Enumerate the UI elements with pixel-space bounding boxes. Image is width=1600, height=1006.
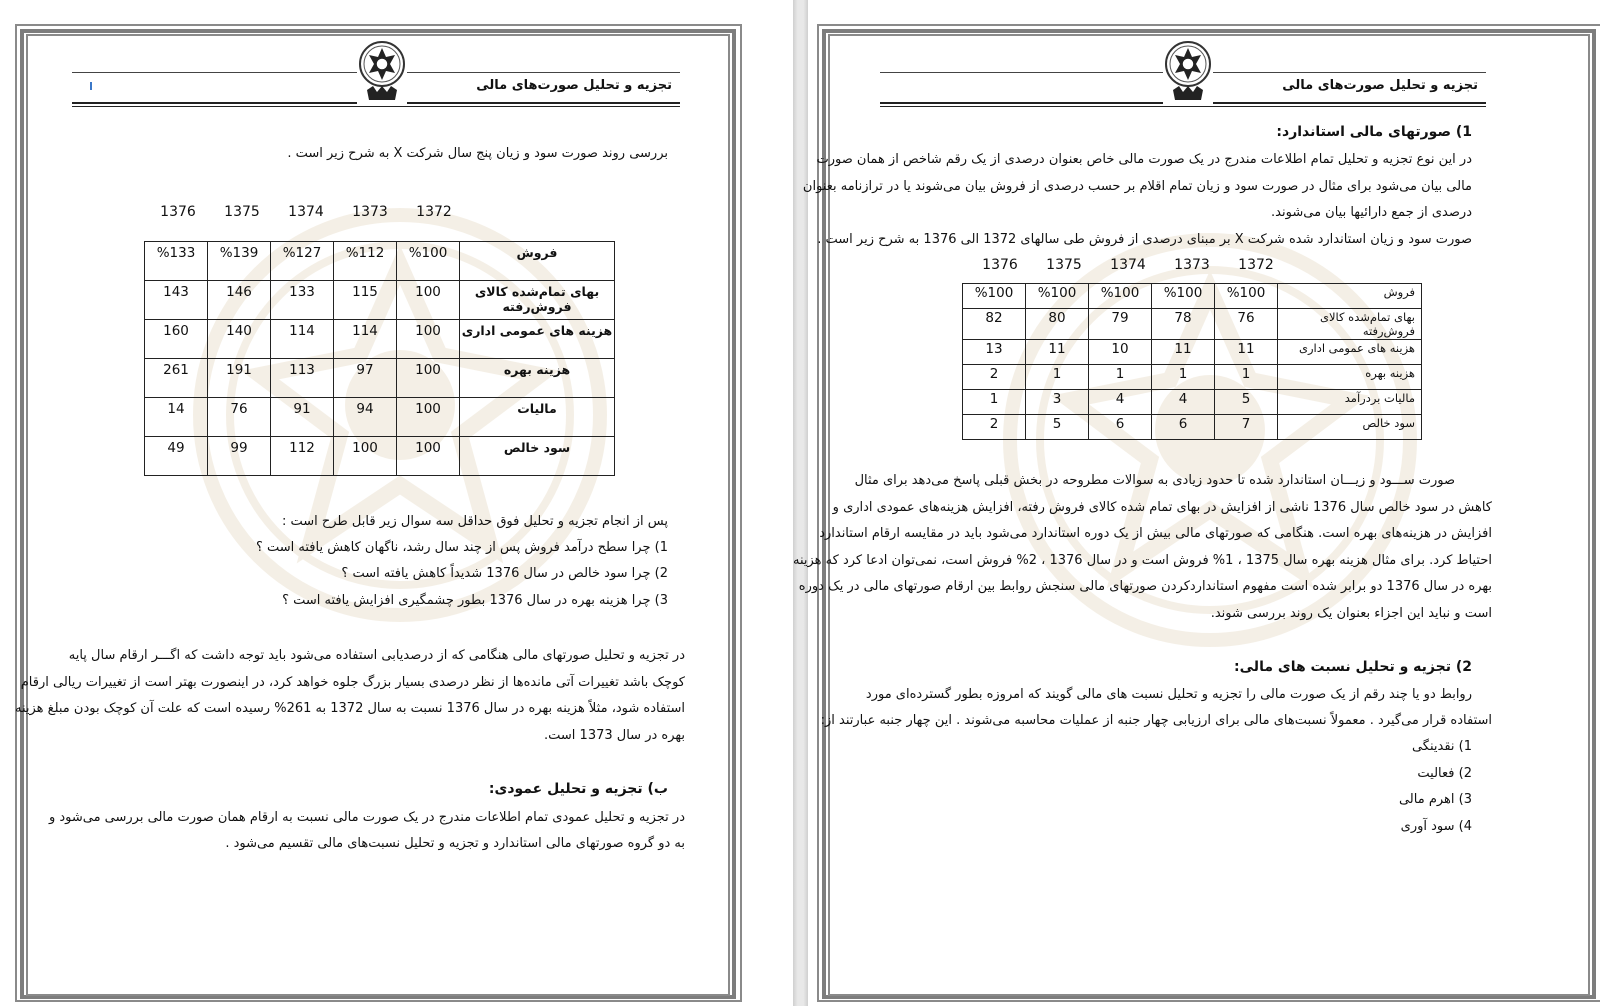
paragraph-line: استفاده شود، مثلاً هزینه بهره در سال 1376 نسبت به سال 1372 به 261% رسیده است که علت آن کوچک بودن مبلغ هزینه [14, 701, 685, 716]
table-cell: %100 [1026, 284, 1089, 309]
page-header [880, 40, 1486, 110]
paragraph-line: درصدی از جمع دارائیها بیان می‌شوند. [1271, 205, 1472, 220]
table-cell: 11 [1215, 340, 1278, 365]
paragraph-line: در این نوع تجزیه و تحلیل تمام اطلاعات مندرج در یک صورت مالی خاص بعنوان درصدی از یک رقم شاخص از همان صورت [816, 152, 1472, 167]
table-cell: 79 [1089, 309, 1152, 340]
year-label: 1375 [1046, 257, 1082, 273]
table-cell: 97 [334, 359, 397, 398]
table-cell: 11 [1152, 340, 1215, 365]
table-cell: 14 [145, 398, 208, 437]
table-cell: 160 [145, 320, 208, 359]
table-cell: 100 [334, 437, 397, 476]
table-cell: 5 [1026, 415, 1089, 440]
table-cell: 94 [334, 398, 397, 437]
table-cell: 100 [397, 281, 460, 320]
table-cell: 143 [145, 281, 208, 320]
table-cell: 261 [145, 359, 208, 398]
table-row [145, 320, 615, 359]
table-cell: 91 [271, 398, 334, 437]
row-label: مالیات بردرآمد [1278, 390, 1422, 415]
emblem-logo-icon [1163, 40, 1213, 106]
table-cell: %100 [1215, 284, 1278, 309]
emblem-logo-icon [357, 40, 407, 106]
table-cell: 82 [963, 309, 1026, 340]
header-title: تجزیه و تحلیل صورت‌های مالی [1282, 78, 1478, 93]
table-cell: %139 [208, 242, 271, 281]
year-label: 1375 [224, 204, 260, 220]
paragraph-line: صورت سود و زیان استاندارد شده شرکت X بر مبنای درصدی از فروش طی سالهای 1372 الی 1376 به شرح زیر است . [817, 232, 1472, 247]
table-cell: 10 [1089, 340, 1152, 365]
table-cell: %100 [397, 242, 460, 281]
row-label: مالیات [460, 398, 615, 437]
paragraph-line: احتیاط کرد. برای مثال هزینه بهره سال 1375 ، 1% فروش است و در سال 1376 ، 2% فروش است، نمی‌توان ادعا کرد که هزینه [793, 553, 1492, 568]
questions-intro: پس از انجام تجزیه و تحلیل فوق حداقل سه سوال زیر قابل طرح است : [281, 514, 668, 529]
paragraph-line: استفاده قرار می‌گیرد . معمولاً نسبت‌های مالی برای ارزیابی چهار جنبه از عملیات محاسبه می‌شوند . این چهار جنبه عبارتند از: [820, 713, 1492, 728]
year-label: 1372 [1238, 257, 1274, 273]
table-cell: 100 [397, 398, 460, 437]
table-cell: 2 [963, 365, 1026, 390]
row-label: هزینه بهره [460, 359, 615, 398]
year-header-row [968, 257, 1288, 273]
table-cell: 2 [963, 415, 1026, 440]
table-cell: 100 [397, 359, 460, 398]
table-cell: 7 [1215, 415, 1278, 440]
table-cell: %112 [334, 242, 397, 281]
year-label: 1376 [982, 257, 1018, 273]
year-label: 1374 [1110, 257, 1146, 273]
table-cell: %100 [963, 284, 1026, 309]
table-cell: 1 [1215, 365, 1278, 390]
row-label: هزینه بهره [1278, 365, 1422, 390]
paragraph-line: صورت ســـود و زیـــان استاندارد شده تا حدود زیادی به سوالات مطروحه در بخش قبلی پاسخ می‌دهد برای مثال [854, 473, 1455, 488]
aspect-item: 4) سود آوری [1400, 819, 1472, 834]
table-cell: 191 [208, 359, 271, 398]
standardized-table [962, 283, 1422, 440]
row-label: هزینه های عمومی اداری [460, 320, 615, 359]
table-cell: 99 [208, 437, 271, 476]
row-label: سود خالص [460, 437, 615, 476]
table-cell: 49 [145, 437, 208, 476]
table-row [963, 284, 1422, 309]
year-label: 1373 [352, 204, 388, 220]
table-cell: 114 [334, 320, 397, 359]
table-cell: 146 [208, 281, 271, 320]
aspect-item: 2) فعالیت [1417, 766, 1472, 781]
table-cell: 4 [1152, 390, 1215, 415]
table-cell: 1 [1089, 365, 1152, 390]
table-cell: %100 [1152, 284, 1215, 309]
table-cell: 6 [1089, 415, 1152, 440]
paragraph-line: در تجزیه و تحلیل صورتهای مالی هنگامی که از درصدیابی استفاده می‌شود باید توجه داشت که اگـــر ارقام سال پایه [68, 648, 685, 663]
table-cell: 133 [271, 281, 334, 320]
row-label: فروش [1278, 284, 1422, 309]
table-row [963, 309, 1422, 340]
table-cell: 76 [1215, 309, 1278, 340]
table-cell: 4 [1089, 390, 1152, 415]
paragraph-line: بهره در سال 1376 دو برابر شده است مفهوم استانداردکردن صورتهای مالی سنجش روابط بین ارقام صورتهای مالی در یک دوره [798, 579, 1492, 594]
table-row [963, 365, 1422, 390]
table-cell: %100 [1089, 284, 1152, 309]
aspect-item: 3) اهرم مالی [1398, 792, 1472, 807]
page-separator [793, 0, 808, 1006]
table-cell: 11 [1026, 340, 1089, 365]
table-cell: 113 [271, 359, 334, 398]
section-heading-vertical-analysis: ب) تجزیه و تحلیل عمودی: [488, 781, 668, 797]
table-row [963, 340, 1422, 365]
row-label: بهای تمام‌شده کالای فروش‌رفته [460, 281, 615, 320]
paragraph-line: کاهش در سود خالص سال 1376 ناشی از افزایش در بهای تمام شده کالای فروش رفته، افزایش هزینه‌های عمودی اداری و [832, 500, 1492, 515]
row-label: سود خالص [1278, 415, 1422, 440]
question-item: 2) چرا سود خالص در سال 1376 شدیداً کاهش یافته است ؟ [341, 566, 668, 581]
row-label: بهای تمام‌شده کالای فروش‌رفته [1278, 309, 1422, 340]
heading-ratio-analysis: 2) تجزیه و تحلیل نسبت های مالی: [1234, 659, 1472, 675]
paragraph-line: مالی بیان می‌شود برای مثال در صورت سود و زیان تمام اقلام بر حسب درصدی از فروش بیان می‌شوند یا در ترازنامه بعنوان [802, 179, 1472, 194]
section-line: به دو گروه صورتهای مالی استاندارد و تجزیه و تحلیل نسبت‌های مالی تقسیم می‌شود . [225, 836, 685, 851]
header-title: تجزیه و تحلیل صورت‌های مالی [476, 78, 672, 93]
row-label: فروش [460, 242, 615, 281]
document-page-right [793, 0, 1600, 1006]
cursor-mark [90, 82, 92, 90]
section-line: در تجزیه و تحلیل عمودی تمام اطلاعات مندرج در یک صورت مالی نسبت به ارقام همان صورت مالی بررسی می‌شود و [48, 810, 685, 825]
paragraph-line: روابط دو یا چند رقم از یک صورت مالی را تجزیه و تحلیل نسبت های مالی گویند که امروزه بطور گسترده‌ای مورد [865, 687, 1472, 702]
table-cell: 78 [1152, 309, 1215, 340]
trend-table [144, 241, 615, 476]
table-cell: %133 [145, 242, 208, 281]
year-label: 1374 [288, 204, 324, 220]
paragraph-line: بهره در سال 1373 است. [544, 728, 685, 743]
table-cell: 112 [271, 437, 334, 476]
year-label: 1372 [416, 204, 452, 220]
table-cell: 140 [208, 320, 271, 359]
intro-text: بررسی روند صورت سود و زیان پنج سال شرکت X به شرح زیر است . [287, 146, 668, 161]
aspect-item: 1) نقدینگی [1411, 739, 1472, 754]
table-cell: 3 [1026, 390, 1089, 415]
heading-standard-statements: 1) صورتهای مالی استاندارد: [1276, 124, 1472, 140]
table-row [963, 390, 1422, 415]
paragraph-line: است و نباید این اجزاء بعنوان یک روند بررسی شوند. [1210, 606, 1492, 621]
table-cell: 115 [334, 281, 397, 320]
table-cell: 6 [1152, 415, 1215, 440]
table-cell: 13 [963, 340, 1026, 365]
table-cell: 80 [1026, 309, 1089, 340]
question-item: 3) چرا هزینه بهره در سال 1376 بطور چشمگیری افزایش یافته است ؟ [282, 593, 668, 608]
document-page-left [0, 0, 760, 1006]
table-cell: 100 [397, 437, 460, 476]
table-row [145, 359, 615, 398]
table-cell: 5 [1215, 390, 1278, 415]
year-label: 1376 [160, 204, 196, 220]
table-cell: 1 [1026, 365, 1089, 390]
table-row [963, 415, 1422, 440]
table-cell: 100 [397, 320, 460, 359]
table-cell: 1 [963, 390, 1026, 415]
year-header-row [146, 204, 466, 220]
table-row [145, 281, 615, 320]
table-cell: 76 [208, 398, 271, 437]
question-item: 1) چرا سطح درآمد فروش پس از چند سال رشد، ناگهان کاهش یافته است ؟ [255, 540, 668, 555]
table-cell: 1 [1152, 365, 1215, 390]
table-row [145, 242, 615, 281]
row-label: هزینه های عمومی اداری [1278, 340, 1422, 365]
table-cell: 114 [271, 320, 334, 359]
table-row [145, 437, 615, 476]
paragraph-line: کوچک باشد تغییرات آتی مانده‌ها از نظر درصدی بسیار بزرگ جلوه خواهد کرد، در اینصورت بهتر است از تغییرات ریالی ارقام [20, 675, 685, 690]
year-label: 1373 [1174, 257, 1210, 273]
paragraph-line: افزایش در هزینه‌های بهره است. هنگامی که صورتهای مالی بیش از یک دوره استاندارد می‌شود باید در مقایسه ارقام استاندارد [819, 526, 1492, 541]
page-header [72, 40, 680, 110]
table-row [145, 398, 615, 437]
table-cell: %127 [271, 242, 334, 281]
